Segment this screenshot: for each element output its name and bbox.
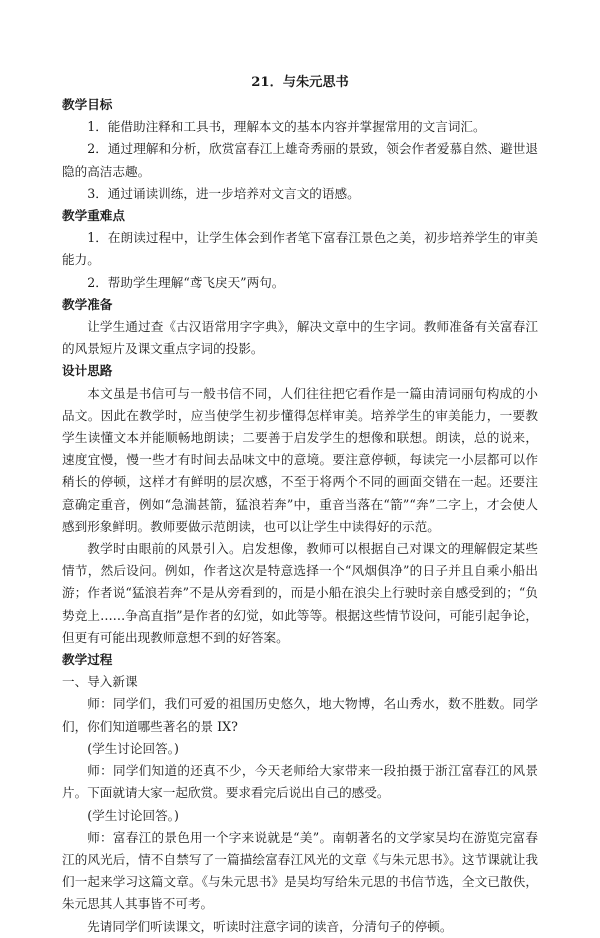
section-heading-key-points: 教学重难点	[62, 208, 125, 224]
section-heading-process: 教学过程	[62, 652, 113, 668]
step-label-intro: 一、导入新课	[62, 674, 138, 690]
objective-item: 2．通过理解和分析，欣赏富春江上雄奇秀丽的景致，领会作者爱慕自然、避世退隐的高洁志趣。	[62, 141, 538, 179]
process-line: 师：同学们知道的还真不少，今天老师给大家带来一段拍摄于浙江富春江的风景片。下面就请大家一起欣赏。要求看完后说出自己的感受。	[62, 763, 538, 801]
section-heading-objectives: 教学目标	[62, 97, 113, 112]
process-line: (学生讨论回答。)	[87, 740, 179, 756]
preparation-paragraph: 让学生通过查《古汉语常用字字典》，解决文章中的生字词。教师准备有关富春江的风景短片及课文重点字词的投影。	[62, 319, 538, 357]
key-point-item: 2．帮助学生理解“鸢飞戾天”两句。	[87, 274, 285, 290]
design-paragraph: 本文虽是书信可与一般书信不同，人们往往把它看作是一篇由清词丽句构成的小品文。因此在教学时，应当使学生初步懂得怎样审美。培养学生的审美能力，一要教学生读懂文本并能顺畅地朗读；二要善于启发学生的想像和联想。朗读，总的说来，速度宜慢，慢一些才有时间去品味文中的意境。要注意停顿，每读完一小层都可以作稍长的停顿，这样才有鲜明的层次感，不至于将两个不同的画面交错在一起。还要注意确定重音，例如“急湍甚箭，猛浪若奔”中，重音当落在“箭”“奔”二字上，才会使人感到形象鲜明。教师要做示范朗读，也可以让学生中读得好的示范。	[62, 385, 538, 534]
process-line: 先请同学们听读课文，听读时注意字词的读音，分清句子的停顿。	[87, 918, 453, 934]
process-line: (学生讨论回答。)	[87, 807, 179, 823]
section-heading-preparation: 教学准备	[62, 296, 113, 312]
objective-item: 1．能借助注释和工具书，理解本文的基本内容并掌握常用的文言词汇。	[87, 119, 486, 135]
process-line: 师：富春江的景色用一个字来说就是“美”。南朝著名的文学家吴均在游览完富春江的风光后，情不自禁写了一篇描绘富春江风光的文章《与朱元思书》。这节课就让我们一起来学习这篇文章。《与朱元思书》是吴均写给朱元思的书信节选，全文已散佚，朱元思其人其事皆不可考。	[62, 829, 538, 912]
key-point-item: 1．在朗读过程中，让学生体会到作者笔下富春江景色之美，初步培养学生的审美能力。	[62, 230, 538, 268]
document-title: 21．与朱元思书	[251, 75, 349, 90]
process-line: 师：同学们，我们可爱的祖国历史悠久，地大物博，名山秀水，数不胜数。同学们，你们知道哪些著名的景 IX?	[62, 696, 538, 734]
design-paragraph: 教学时由眼前的风景引入。启发想像，教师可以根据自己对课文的理解假定某些情节，然后设问。例如，作者这次是特意选择一个“风烟俱净”的日子并且自乘小船出游；作者说“猛浪若奔”不是从旁看到的，而是小船在浪尖上行驶时亲自感受到的；“负势竞上……争高直指”是作者的幻觉，如此等等。根据这些情节设问，可能引起争论，但更有可能出现教师意想不到的好答案。	[62, 541, 538, 645]
objective-item: 3．通过诵读训练，进一步培养对文言文的语感。	[87, 185, 360, 201]
section-heading-design: 设计思路	[62, 363, 113, 379]
